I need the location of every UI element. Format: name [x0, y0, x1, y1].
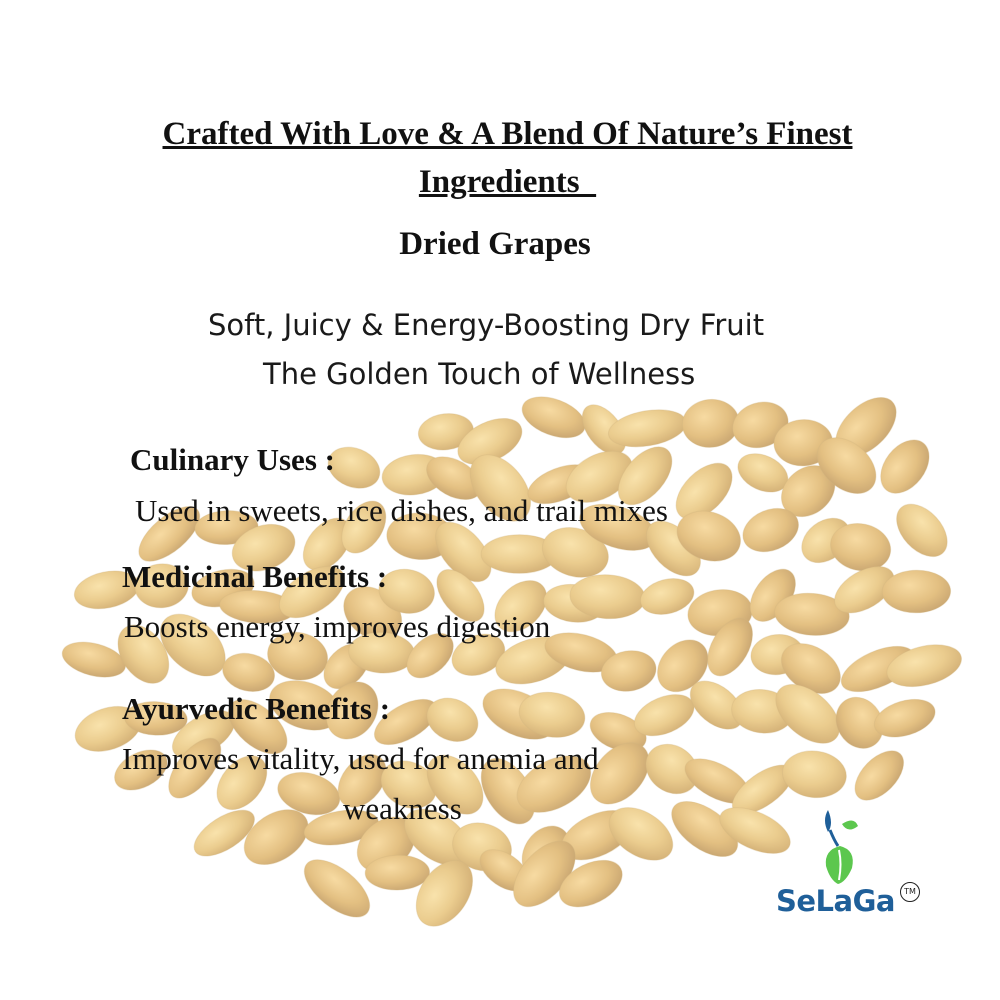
tagline-line-2: The Golden Touch of Wellness: [263, 357, 696, 391]
ayurvedic-benefits-text-line-1: Improves vitality, used for anemia and: [122, 741, 599, 776]
ayurvedic-benefits-heading: Ayurvedic Benefits :: [122, 691, 391, 726]
ayurvedic-benefits-text-line-2: weakness: [343, 791, 462, 826]
medicinal-benefits-text: Boosts energy, improves digestion: [124, 609, 551, 644]
trademark-symbol: TM: [900, 882, 920, 902]
culinary-uses-text: Used in sweets, rice dishes, and trail mixes: [135, 493, 668, 528]
culinary-uses-heading: Culinary Uses :: [130, 442, 335, 477]
medicinal-benefits-heading: Medicinal Benefits :: [122, 559, 388, 594]
product-name: Dried Grapes: [399, 226, 591, 262]
sprout-leaf-icon: [820, 806, 860, 886]
heading-line-2: Ingredients: [418, 164, 597, 200]
heading-line-1: Crafted With Love & A Blend Of Nature’s Finest: [162, 116, 853, 152]
tagline-line-1: Soft, Juicy & Energy-Boosting Dry Fruit: [208, 308, 765, 342]
brand-name: SeLaGa: [776, 884, 895, 918]
brand-logo: [770, 806, 930, 926]
